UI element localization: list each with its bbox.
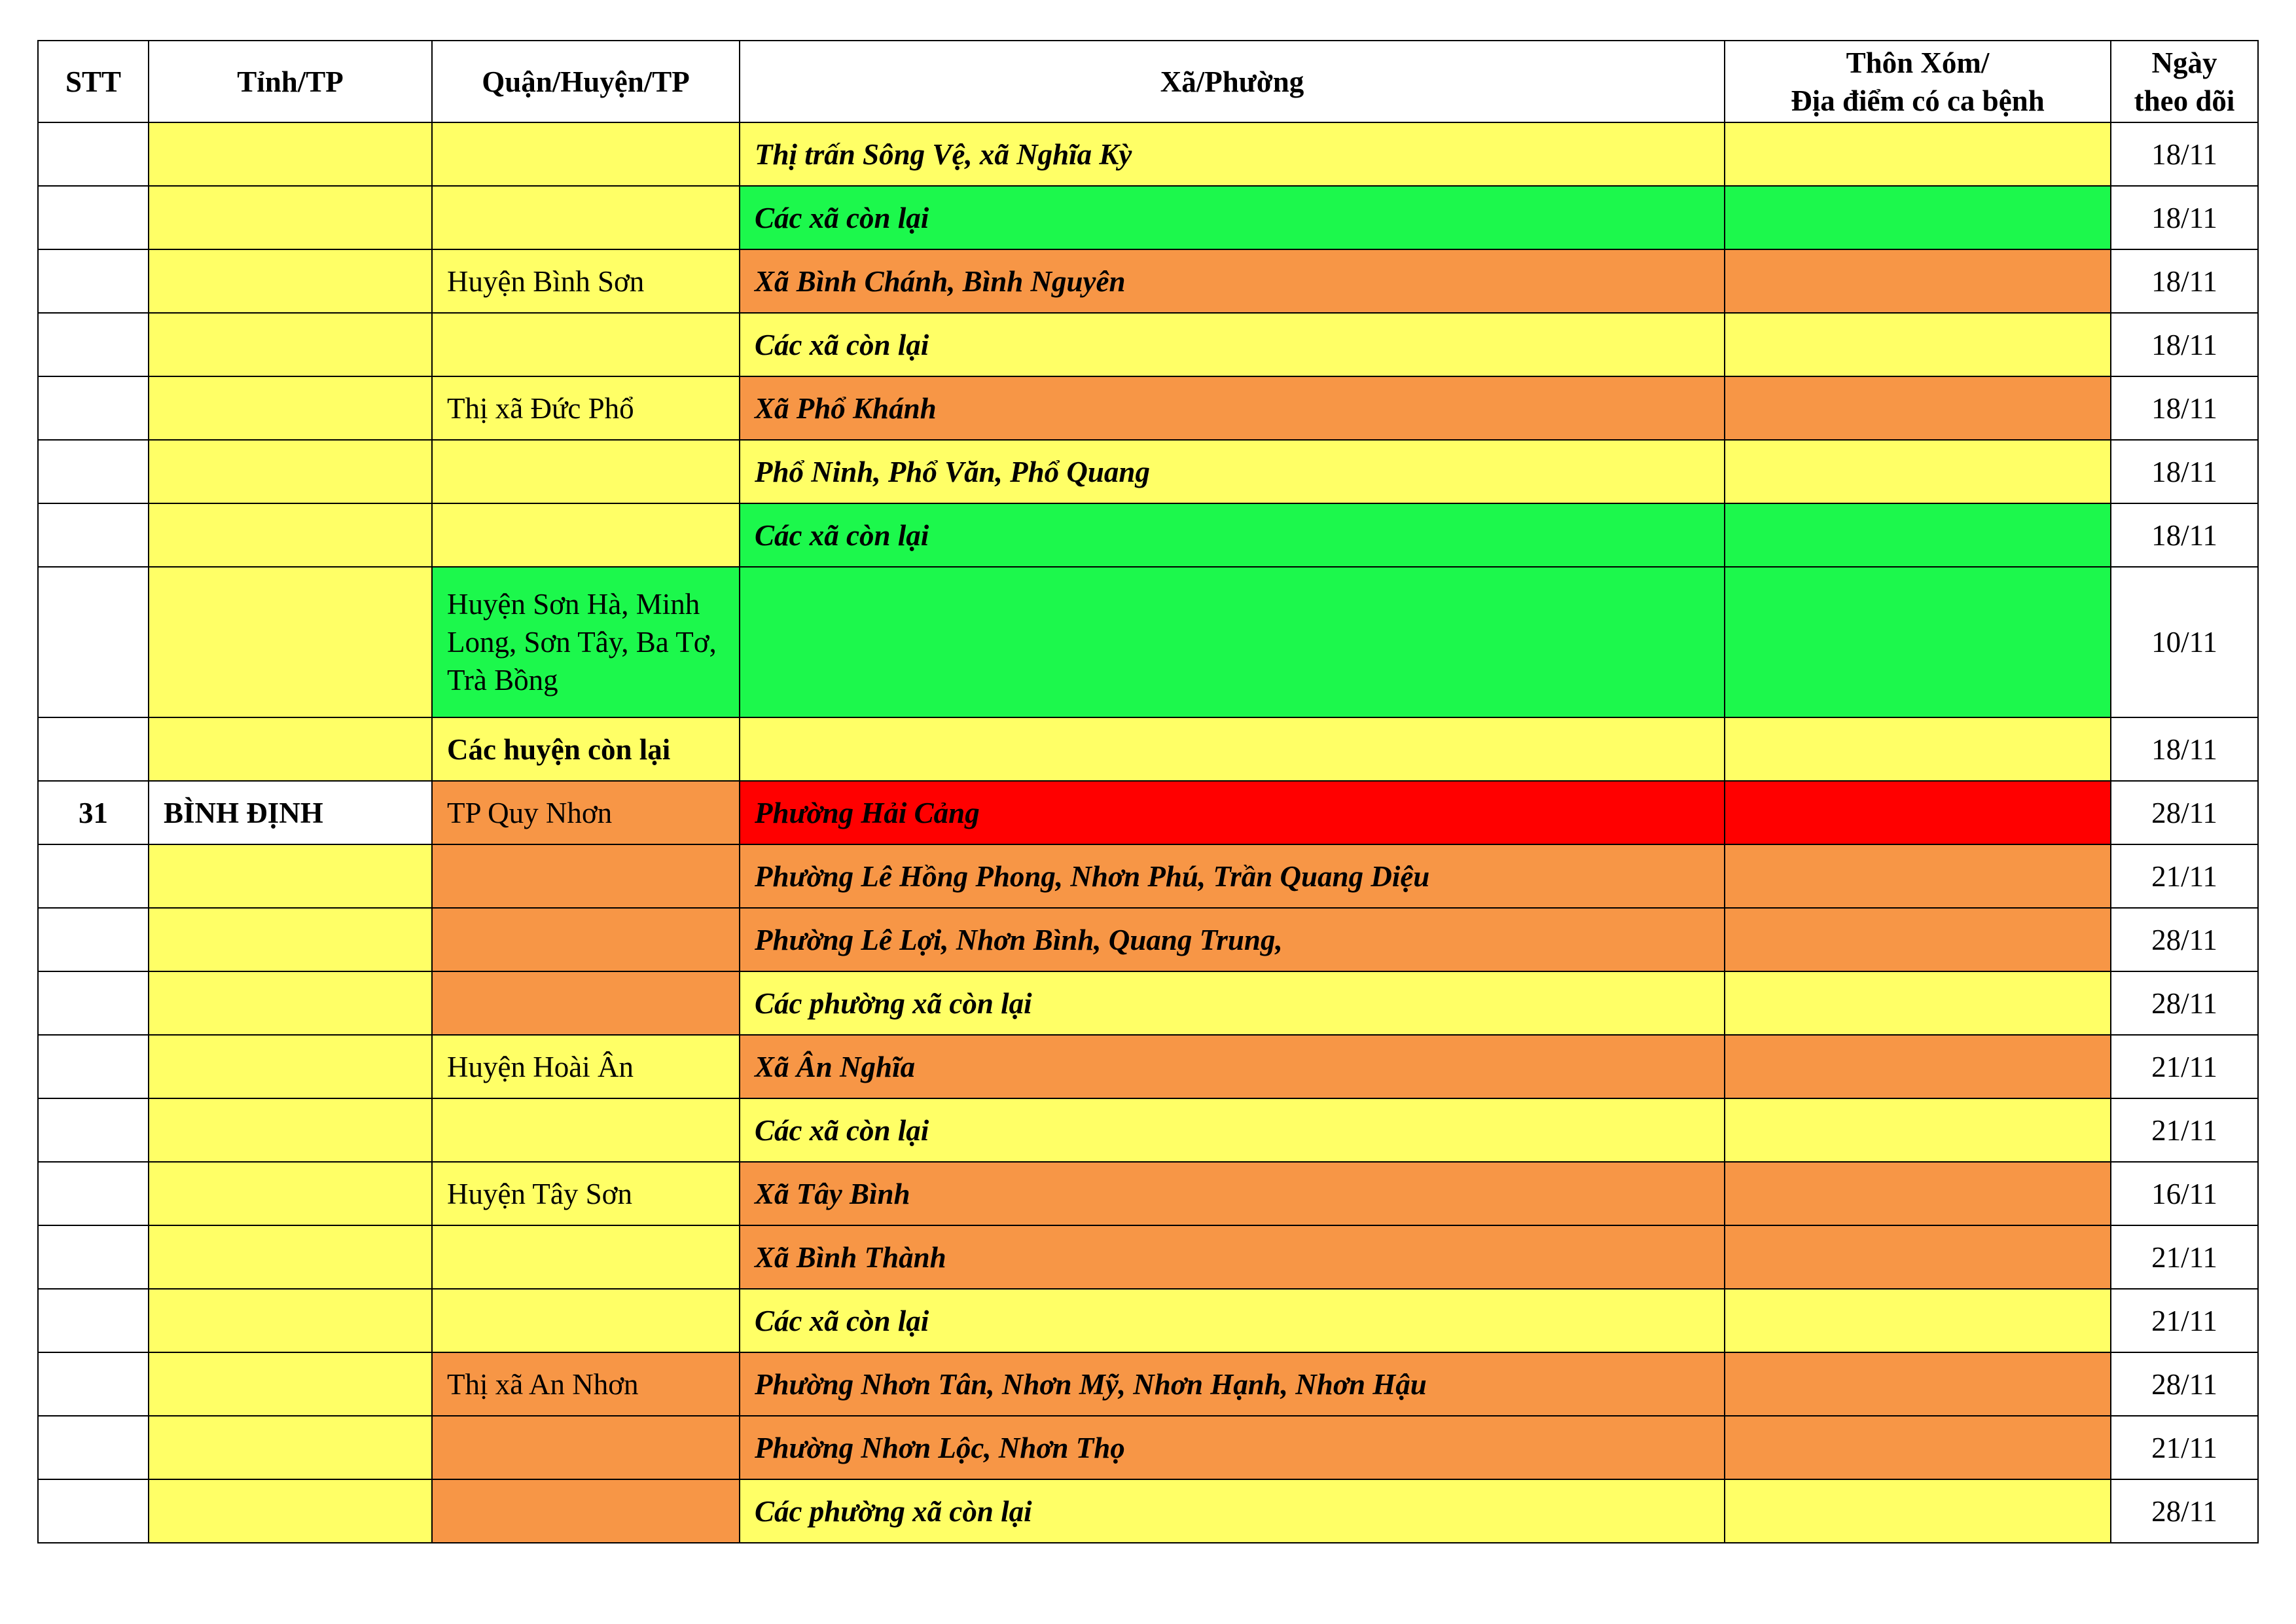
cell-district: Huyện Hoài Ân [432,1035,740,1098]
header-district: Quận/Huyện/TP [432,41,740,122]
cell-village [1725,1035,2111,1098]
cell-district [432,1225,740,1289]
cell-district [432,313,740,376]
cell-village [1725,781,2111,844]
cell-stt [38,1162,149,1225]
cell-ward: Phường Nhơn Tân, Nhơn Mỹ, Nhơn Hạnh, Nhơn Hậu [740,1352,1725,1416]
cell-province [149,1098,432,1162]
cell-district [432,186,740,249]
cell-date: 21/11 [2111,1225,2258,1289]
cell-district: TP Quy Nhơn [432,781,740,844]
cell-date: 18/11 [2111,186,2258,249]
table-row [38,971,2258,1035]
cell-ward: Các xã còn lại [740,313,1725,376]
cell-district [432,971,740,1035]
cell-village [1725,908,2111,971]
cell-date: 21/11 [2111,844,2258,908]
cell-province [149,844,432,908]
cell-stt [38,1479,149,1543]
cell-date: 18/11 [2111,122,2258,186]
cell-village [1725,186,2111,249]
cell-stt [38,717,149,781]
cell-village [1725,249,2111,313]
cell-ward: Xã Phổ Khánh [740,376,1725,440]
cell-province [149,1225,432,1289]
table-row [38,1035,2258,1098]
cell-date: 28/11 [2111,1352,2258,1416]
header-date-line1: Ngày [2151,46,2217,79]
header-date [2111,41,2258,122]
header-row [38,41,2258,122]
table-row [38,249,2258,313]
cell-date: 28/11 [2111,781,2258,844]
cell-ward: Xã Bình Chánh, Bình Nguyên [740,249,1725,313]
cell-ward: Phường Lê Hồng Phong, Nhơn Phú, Trần Quang Diệu [740,844,1725,908]
cell-village [1725,376,2111,440]
table-row [38,440,2258,503]
table-row [38,844,2258,908]
table-row [38,1352,2258,1416]
cell-province [149,249,432,313]
cell-district [432,908,740,971]
header-province: Tỉnh/TP [149,41,432,122]
cell-district [432,122,740,186]
cell-province [149,717,432,781]
table-row [38,781,2258,844]
cell-stt [38,1416,149,1479]
cell-province [149,1289,432,1352]
header-village-line1: Thôn Xóm/ [1846,46,1990,79]
cell-province [149,1035,432,1098]
header-stt: STT [38,41,149,122]
cell-province [149,1479,432,1543]
cell-stt [38,186,149,249]
cell-village [1725,971,2111,1035]
table-row [38,122,2258,186]
cell-village [1725,313,2111,376]
cell-ward: Phường Lê Lợi, Nhơn Bình, Quang Trung, [740,908,1725,971]
table-row [38,1162,2258,1225]
cell-district: Thị xã An Nhơn [432,1352,740,1416]
table-row [38,186,2258,249]
cell-province [149,440,432,503]
cell-province [149,376,432,440]
cell-province [149,313,432,376]
cell-ward [740,567,1725,717]
cell-village [1725,1479,2111,1543]
cell-stt [38,1352,149,1416]
cell-stt [38,971,149,1035]
cell-date: 18/11 [2111,503,2258,567]
cell-district [432,1479,740,1543]
cell-ward: Phường Nhơn Lộc, Nhơn Thọ [740,1416,1725,1479]
cell-province [149,971,432,1035]
cell-date: 28/11 [2111,971,2258,1035]
cell-village [1725,503,2111,567]
cell-stt: 31 [38,781,149,844]
cell-province [149,1416,432,1479]
table-row [38,503,2258,567]
cell-district [432,1416,740,1479]
cell-district: Huyện Tây Sơn [432,1162,740,1225]
cell-village [1725,1098,2111,1162]
cell-date: 28/11 [2111,908,2258,971]
cell-stt [38,844,149,908]
table-row [38,908,2258,971]
cell-stt [38,1289,149,1352]
cell-ward: Các phường xã còn lại [740,971,1725,1035]
cell-date: 18/11 [2111,249,2258,313]
risk-level-table [37,40,2259,1543]
cell-village [1725,1162,2111,1225]
cell-date: 10/11 [2111,567,2258,717]
cell-stt [38,313,149,376]
cell-date: 28/11 [2111,1479,2258,1543]
cell-ward: Các xã còn lại [740,1289,1725,1352]
cell-province [149,186,432,249]
header-ward: Xã/Phường [740,41,1725,122]
cell-village [1725,844,2111,908]
cell-date: 18/11 [2111,313,2258,376]
cell-ward: Các phường xã còn lại [740,1479,1725,1543]
cell-ward: Các xã còn lại [740,503,1725,567]
cell-province [149,503,432,567]
cell-village [1725,717,2111,781]
cell-ward [740,717,1725,781]
table-row [38,1098,2258,1162]
cell-stt [38,908,149,971]
cell-date: 18/11 [2111,376,2258,440]
cell-stt [38,122,149,186]
cell-district [432,844,740,908]
cell-village [1725,122,2111,186]
cell-stt [38,440,149,503]
header-village [1725,41,2111,122]
cell-district: Các huyện còn lại [432,717,740,781]
cell-ward: Xã Bình Thành [740,1225,1725,1289]
cell-date: 18/11 [2111,440,2258,503]
table-row [38,1289,2258,1352]
cell-ward: Thị trấn Sông Vệ, xã Nghĩa Kỳ [740,122,1725,186]
table-row [38,313,2258,376]
cell-ward: Các xã còn lại [740,1098,1725,1162]
cell-district [432,440,740,503]
header-village-line2: Địa điểm có ca bệnh [1791,84,2045,117]
cell-stt [38,249,149,313]
cell-district: Thị xã Đức Phổ [432,376,740,440]
cell-province [149,122,432,186]
cell-date: 16/11 [2111,1162,2258,1225]
cell-district: Huyện Bình Sơn [432,249,740,313]
cell-stt [38,567,149,717]
cell-district: Huyện Sơn Hà, Minh Long, Sơn Tây, Ba Tơ, Trà Bồng [432,567,740,717]
cell-date: 21/11 [2111,1035,2258,1098]
cell-ward: Xã Ân Nghĩa [740,1035,1725,1098]
header-date-line2: theo dõi [2134,84,2235,117]
cell-stt [38,1098,149,1162]
cell-province [149,567,432,717]
cell-ward: Các xã còn lại [740,186,1725,249]
cell-date: 18/11 [2111,717,2258,781]
cell-stt [38,503,149,567]
cell-stt [38,376,149,440]
cell-date: 21/11 [2111,1098,2258,1162]
cell-village [1725,1225,2111,1289]
cell-stt [38,1035,149,1098]
cell-province [149,908,432,971]
cell-district [432,503,740,567]
cell-ward: Phổ Ninh, Phổ Văn, Phổ Quang [740,440,1725,503]
cell-village [1725,567,2111,717]
cell-district [432,1098,740,1162]
table-row [38,1225,2258,1289]
cell-district [432,1289,740,1352]
cell-village [1725,440,2111,503]
cell-ward: Phường Hải Cảng [740,781,1725,844]
cell-ward: Xã Tây Bình [740,1162,1725,1225]
cell-village [1725,1289,2111,1352]
cell-province [149,1162,432,1225]
cell-province [149,1352,432,1416]
table-row [38,1479,2258,1543]
table-row [38,567,2258,717]
table-row [38,717,2258,781]
cell-village [1725,1352,2111,1416]
table-row [38,376,2258,440]
cell-stt [38,1225,149,1289]
cell-province: BÌNH ĐỊNH [149,781,432,844]
cell-date: 21/11 [2111,1416,2258,1479]
cell-date: 21/11 [2111,1289,2258,1352]
cell-village [1725,1416,2111,1479]
table-row [38,1416,2258,1479]
